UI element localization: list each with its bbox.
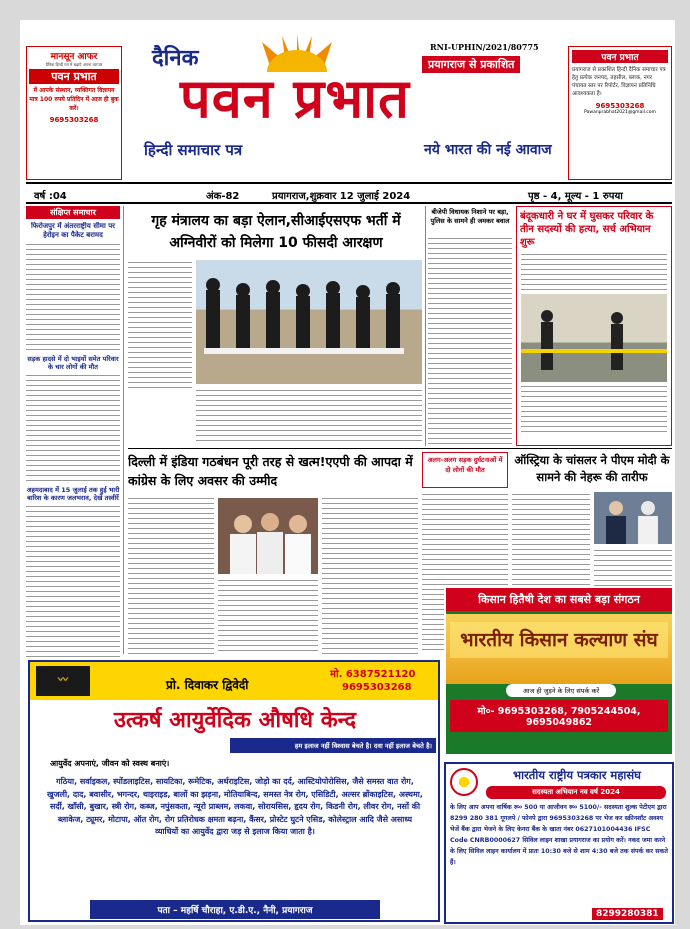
paper-name-logo: पवन प्रभात [180, 66, 410, 130]
patrakar-emblem-icon [450, 768, 478, 796]
dateline-issue: अंक-82 [206, 191, 240, 202]
patrakar-ad [444, 762, 674, 924]
ayurved-ad-address: पता – महर्षि चौराहा, ए.डी.ए., नैनी, प्रयागराज [90, 900, 380, 919]
congress-story-text [218, 578, 318, 654]
column-divider [425, 206, 426, 446]
congress-headline: दिल्ली में इंडिया गठबंधन पूरी तरह से खत्म!एएपी की आपदा में कांग्रेस के लिए अवसर की उम्मीद [128, 454, 413, 488]
reporter-box-phone: 9695303268 [595, 102, 645, 110]
dainik-label: दैनिक [152, 45, 199, 71]
dateline-year: वर्ष :04 [34, 191, 67, 202]
crime-headline: बंदूकधारी ने घर में घुसकर परिवार के तीन सदस्यों की हत्या, सर्च अभियान शुरू [520, 211, 654, 248]
ayurved-phone-1: मो. 6387521120 [330, 669, 416, 680]
dateline-city-date: प्रयागराज,शुक्रवार 12 जुलाई 2024 [272, 191, 411, 202]
ayurved-phone-2: 9695303268 [342, 682, 412, 693]
reporter-box-body: प्रयागराज से प्रकाशित हिन्दी दैनिक समाचार पत्र हेतु प्रत्येक जनपद, तहसील, ब्लाक, नगर पंचायत स्तर पर रिपोर्टर, विज्ञापन प्रतिनिधि आवश्यकता है। [572, 67, 666, 97]
patrakar-ad-campaign: सदस्यता अभियान नव वर्ष 2024 [486, 786, 666, 799]
ayurved-ad-body: गठिया, सर्वाइकल, स्पोंडलाइटिस, सायटिका, रूमेटिक, अर्थराइटिस, जोड़ो का दर्द, आस्टियोपोरोसिस, जैसे समस्त वात रोग, खुजली, दाद, बवासीर, भगन्दर, थाइराइड, बालों का झड़ना, मोतियाबिन्द, समस्त नेत्र रोग, एसिडिटी, अल्सर ब्रोंकाइटिस, अस्थमा, सर्दी, खाँसी, बुखार, स्त्री रोग, कब्ज, नपुंसकता, न्यूरो प्राब्लम, लकवा, सोरायसिस, हृदय रोग, किडनी रोग, लीवर रोग, नसों की ब्लाकेज, ट्यूमर, मोटापा, ऑत रोग, रोग प्रतिरोधक क्षमता बढ़ना, कैंसर, प्रोस्टेट घुटने एसिड, कोलेस्ट्राल आदि जैसे असाध्य व्याधियों का आयुर्वेद द्वारा जड़ से इलाज किया जाता है। [47, 777, 423, 836]
monsoon-offer-title: मानसून आफर [50, 52, 98, 62]
lead-story-text [196, 388, 422, 444]
kisan-ad-slogan: आज ही जुड़ने के लिए संपर्क करें [506, 684, 616, 697]
austria-story-text [512, 492, 590, 600]
reporter-box-email: Pawanprabhat2021@gmail.com [584, 110, 656, 115]
reporter-wanted-box [568, 46, 672, 180]
published-from: प्रयागराज से प्रकाशित [422, 56, 520, 73]
lead-story-text [128, 260, 192, 390]
monsoon-offer-paper-name: पवन प्रभात [29, 69, 119, 84]
newspaper-page [20, 20, 675, 925]
sidebar-story-text [26, 373, 120, 483]
reporter-box-title: पवन प्रभात [572, 50, 668, 63]
ayurved-ad-subslogan: आयुर्वेद अपनाएं, जीवन को स्वस्थ बनाएं। [50, 759, 170, 768]
sidebar-story-headline: फिरोजपुर में अंतरराष्ट्रीय सीमा पर हेरोइन का पैकेट बरामद [30, 222, 116, 239]
kisan-ad-banner: किसान हितैषी देश का सबसे बड़ा संगठन [446, 588, 672, 611]
ayurved-ad [28, 660, 440, 922]
congress-story-text [322, 496, 418, 654]
road-accident-box [422, 452, 508, 488]
sidebar-story-headline: अहमदाबाद में 15 जुलाई तक हुई भारी बारिश के कारण जलभराव, देखें तस्वीरें [26, 486, 120, 502]
ayurved-ad-logo: 〰 [36, 666, 90, 696]
kisan-ad-name: भारतीय किसान कल्याण संघ [450, 622, 668, 658]
crime-scene-photo [521, 294, 667, 382]
crime-story-text [521, 384, 667, 434]
modi-chancellor-photo [594, 492, 672, 544]
dateline-top-rule [26, 182, 672, 184]
sidebar-story-text [26, 242, 120, 352]
bjp-mla-headline: बीजेपी विधायक निशाने पर बड़ा, पुलिस के सामने ही जमकर बवाल [430, 208, 510, 225]
sidebar-story-headline: सड़क हादसे में दो भाइयों समेत परिवार के चार लोगों की मौत [27, 355, 119, 371]
road-accident-headline: अलग-अलग सड़क दुर्घटनाओं में दो लोगों की मौत [427, 456, 503, 474]
ayurved-doctor-name: प्रो. दिवाकर द्विवेदी [166, 678, 249, 692]
monsoon-offer-phone: 9695303268 [49, 116, 99, 124]
ayurved-ad-slogan: हम इलाज नहीं विश्वास बेचते है। दवा नहीं इलाज बेचते है। [230, 738, 436, 753]
sidebar-divider [123, 206, 124, 654]
bjp-mla-story-text [428, 236, 512, 444]
monsoon-offer-body: में आपके संस्थान, व्यक्तिगत विज्ञापन मात्र 100 रुपये प्रतिदिन में आज ही बुक करें। [29, 87, 119, 112]
austria-headline: ऑस्ट्रिया के चांसलर ने पीएम मोदी के सामने की नेहरू की तारीफ [514, 453, 670, 484]
monsoon-offer-box [26, 46, 122, 180]
dateline-pages-price: पृष्ठ - 4, मूल्य - 1 रुपया [528, 191, 623, 202]
kisan-ad-phones: मो०- 9695303268, 7905244504, 9695049862 [450, 700, 668, 732]
crime-story-text [521, 252, 667, 292]
rni-number: RNI-UPHIN/2021/80775 [430, 42, 539, 52]
lead-headline: गृह मंत्रालय का बड़ा ऐलान,सीआईएसएफ भर्ती में अग्निवीरों को मिलेगा 10 फीसदी आरक्षण [151, 213, 401, 251]
masthead-slogan: नये भारत की नई आवाज [424, 142, 552, 158]
ayurved-ad-title: उत्कर्ष आयुर्वेदिक औषधि केन्द [113, 707, 357, 733]
patrakar-ad-body: के लिए आप अपना वार्षिक रू० 500 या आजीवन रू० 5100/- सदस्यता शुल्क पेटीएम द्वारा 8299 280 381 गूगलपे / फोनपे द्वारा 9695303268 पर भेज कर स्क्रीनशॉट अवश्य भेजें बैंक द्वारा भेजने के लिए केनरा बैंक के खाता नंबर 0627101004436 IFSC Code CNRB0000627 सिविल लाइन शाखा प्रयागराज का प्रयोग करें। नकद जमा करने के लिए सिविल लाइन कार्यालय में प्रातः 10:30 बजे से शाम 4:30 बजे तक संपर्क कर सकते हैं। [450, 804, 668, 866]
kisan-ad [444, 586, 674, 756]
crime-story-box [516, 206, 672, 446]
masthead-tagline: हिन्दी समाचार पत्र [144, 141, 243, 159]
patrakar-ad-phone: 8299280381 [592, 908, 663, 920]
brief-news-label: संक्षिप्त समाचार [26, 206, 120, 219]
cisf-parade-photo [196, 260, 422, 384]
congress-leaders-photo [218, 498, 318, 574]
congress-story-text [128, 496, 214, 654]
dateline-bottom-rule [26, 202, 672, 204]
brief-news-sidebar [26, 206, 120, 658]
monsoon-offer-tagline: दैनिक हिन्दी पत्र में बढ़ाएँ अपना व्यापार [45, 62, 103, 67]
section-rule [128, 448, 672, 449]
sidebar-story-text [26, 504, 120, 659]
patrakar-ad-name: भारतीय राष्ट्रीय पत्रकार महासंघ [513, 768, 641, 782]
